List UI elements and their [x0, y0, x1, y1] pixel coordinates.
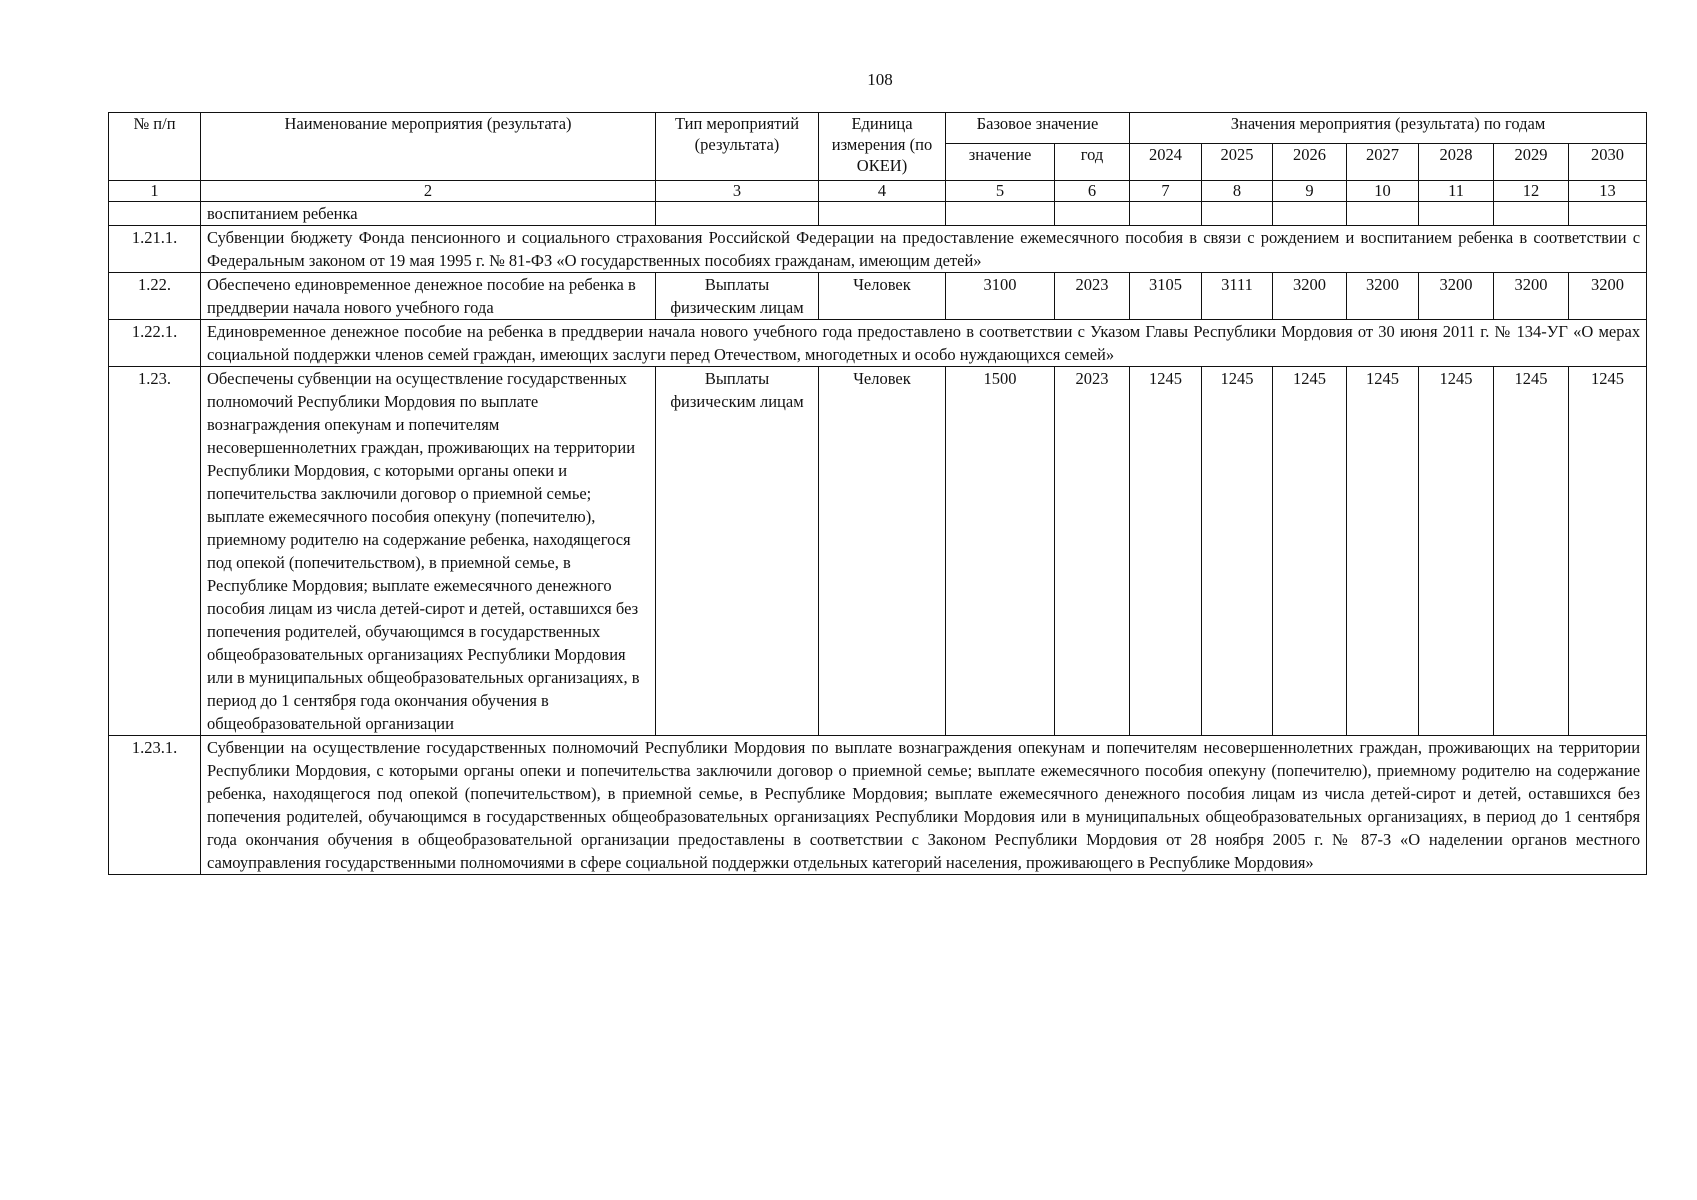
row-year-value: 1245 — [1130, 367, 1202, 736]
row-base-value: 1500 — [946, 367, 1055, 736]
row-year-value: 3200 — [1273, 273, 1347, 320]
row-year-value: 1245 — [1494, 367, 1569, 736]
table-row — [109, 367, 1647, 736]
row-year-value: 3200 — [1347, 273, 1419, 320]
row-year-value: 3200 — [1419, 273, 1494, 320]
column-number: 1 — [109, 181, 201, 202]
column-number: 10 — [1347, 181, 1419, 202]
row-name: Обеспечены субвенции на осуществление государственных полномочий Республики Мордовия по выплате вознаграждения опекунам и попечителям несовершеннолетних граждан, проживающих на территории Республики Мордовия, с которыми органы опеки и попечительства заключили договор о приемной семье; выплате ежемесячного пособия опекуну (попечителю), приемному родителю на содержание ребенка, находящегося под опекой (попечительством), в приемной семье, в Республике Мордовия; выплате ежемесячного денежного пособия лицам из числа детей-сирот и детей, оставшихся без попечения родителей, обучающимся в государственных общеобразовательных организациях Республики Мордовия или в муниципальных общеобразовательных организациях, в период до 1 сентября года окончания обучения в общеобразовательной организации — [201, 367, 656, 736]
column-number: 13 — [1569, 181, 1647, 202]
header-year: 2025 — [1202, 144, 1273, 181]
header-years-group: Значения мероприятия (результата) по годам — [1130, 113, 1647, 144]
column-number: 9 — [1273, 181, 1347, 202]
row-year-value: 1245 — [1347, 367, 1419, 736]
column-number: 2 — [201, 181, 656, 202]
row-year-value: 3105 — [1130, 273, 1202, 320]
column-number: 4 — [819, 181, 946, 202]
row-text: Субвенции бюджету Фонда пенсионного и социального страхования Российской Федерации на предоставление ежемесячного пособия в связи с рождением и воспитанием ребенка в соответствии с Федеральным законом от 19 мая 1995 г. № 81-ФЗ «О государственных пособиях гражданам, имеющим детей» — [201, 226, 1647, 273]
table-row — [109, 736, 1647, 875]
header-year: 2028 — [1419, 144, 1494, 181]
row-base-year: 2023 — [1055, 367, 1130, 736]
measures-table — [108, 112, 1647, 875]
row-year-value: 1245 — [1419, 367, 1494, 736]
header-row — [109, 113, 1647, 144]
row-number: 1.23.1. — [109, 736, 201, 875]
row-year-value: 3200 — [1494, 273, 1569, 320]
table-row — [109, 320, 1647, 367]
header-year: 2030 — [1569, 144, 1647, 181]
row-name: Обеспечено единовременное денежное пособие на ребенка в преддверии начала нового учебного года — [201, 273, 656, 320]
continuation-text: воспитанием ребенка — [201, 202, 656, 226]
row-number: 1.22.1. — [109, 320, 201, 367]
header-name: Наименование мероприятия (результата) — [201, 113, 656, 181]
header-type: Тип мероприятий (результата) — [656, 113, 819, 181]
column-number: 11 — [1419, 181, 1494, 202]
header-year: 2029 — [1494, 144, 1569, 181]
header-year: 2027 — [1347, 144, 1419, 181]
row-text: Субвенции на осуществление государственных полномочий Республики Мордовия по выплате вознаграждения опекунам и попечителям несовершеннолетних граждан, проживающих на территории Республики Мордовия, с которыми органы опеки и попечительства заключили договор о приемной семье; выплате ежемесячного пособия опекуну (попечителю), приемному родителю на содержание ребенка, находящегося под опекой (попечительством), в приемной семье, в Республике Мордовия; выплате ежемесячного денежного пособия лицам из числа детей-сирот и детей, оставшихся без попечения родителей, обучающимся в государственных общеобразовательных организациях Республики Мордовия или в муниципальных общеобразовательных организациях, в период до 1 сентября года окончания обучения в общеобразовательной организации предоставлены в соответствии с Законом Республики Мордовия от 28 ноября 2005 г. № 87-З «О наделении органов местного самоуправления государственными полномочиями в сфере социальной поддержки отдельных категорий населения, проживающего в Республике Мордовия» — [201, 736, 1647, 875]
header-base-value: значение — [946, 144, 1055, 181]
row-year-value: 3111 — [1202, 273, 1273, 320]
header-year: 2024 — [1130, 144, 1202, 181]
table-row — [109, 226, 1647, 273]
column-number: 8 — [1202, 181, 1273, 202]
row-year-value: 1245 — [1569, 367, 1647, 736]
row-number: 1.23. — [109, 367, 201, 736]
row-base-value: 3100 — [946, 273, 1055, 320]
column-number: 3 — [656, 181, 819, 202]
header-year: 2026 — [1273, 144, 1347, 181]
row-number: 1.21.1. — [109, 226, 201, 273]
row-unit: Человек — [819, 273, 946, 320]
row-base-year: 2023 — [1055, 273, 1130, 320]
page-number: 108 — [867, 70, 893, 89]
column-number: 12 — [1494, 181, 1569, 202]
row-number: 1.22. — [109, 273, 201, 320]
row-text: Единовременное денежное пособие на ребенка в преддверии начала нового учебного года предоставлено в соответствии с Указом Главы Республики Мордовия от 30 июня 2011 г. № 134-УГ «О мерах социальной поддержки членов семей граждан, имеющих заслуги перед Отечеством, многодетных и особо нуждающихся семей» — [201, 320, 1647, 367]
row-year-value: 1245 — [1202, 367, 1273, 736]
row-type: Выплаты физическим лицам — [656, 367, 819, 736]
row-year-value: 1245 — [1273, 367, 1347, 736]
header-base-year: год — [1055, 144, 1130, 181]
row-unit: Человек — [819, 367, 946, 736]
row-type: Выплаты физическим лицам — [656, 273, 819, 320]
row-year-value: 3200 — [1569, 273, 1647, 320]
table-row — [109, 202, 1647, 226]
column-number: 7 — [1130, 181, 1202, 202]
column-number: 6 — [1055, 181, 1130, 202]
header-base: Базовое значение — [946, 113, 1130, 144]
column-number: 5 — [946, 181, 1055, 202]
header-unit: Единица измерения (по ОКЕИ) — [819, 113, 946, 181]
header-num: № п/п — [109, 113, 201, 181]
column-number-row — [109, 181, 1647, 202]
table-row — [109, 273, 1647, 320]
